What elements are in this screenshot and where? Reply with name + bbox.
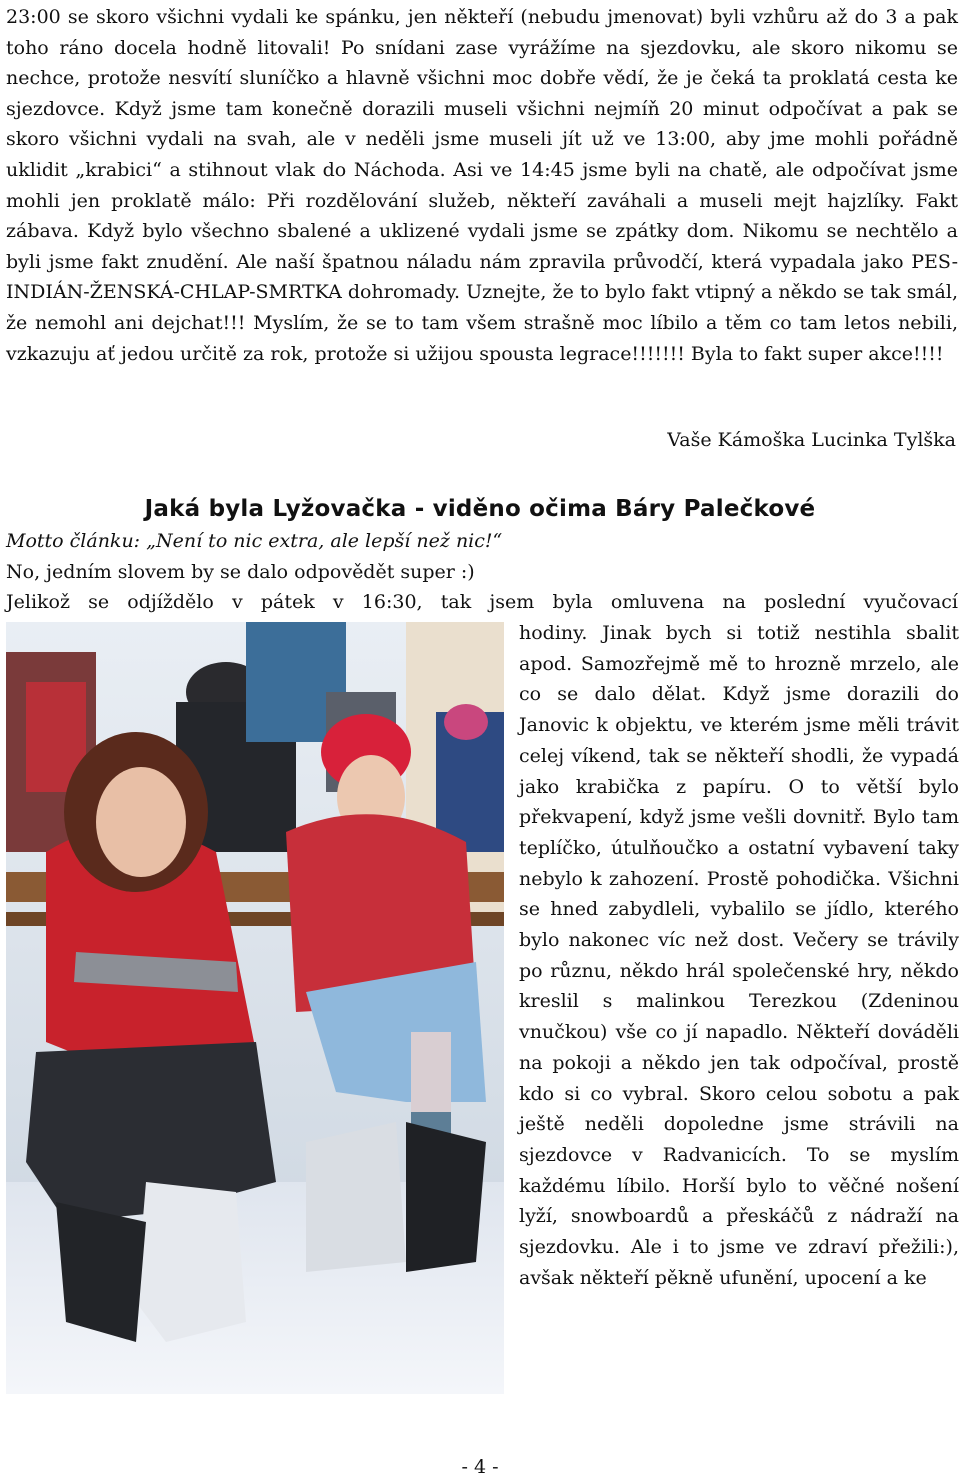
photo-two-girls-ski-boots: [6, 622, 504, 1394]
article-intro: No, jedním slovem by se dalo odpovědět super :): [6, 561, 475, 583]
page-number: - 4 -: [461, 1456, 499, 1478]
article-motto: Motto článku: „Není to nic extra, ale lepší než nic!“: [6, 530, 503, 552]
article-first-line: Jelikož se odjíždělo v pátek v 16:30, tak jsem byla omluvena na poslední vyučovací: [6, 591, 958, 613]
signature: Vaše Kámoška Lucinka Tylška: [667, 429, 956, 451]
article-body: 23:00 se skoro všichni vydali ke spánku, jen někteří (nebudu jmenovat) byli vzhůru až do 3 a pak toho ráno docela hodně litovali! Po snídani zase vyrážíme na sjezdovku, ale skoro nikomu se nechce, protože nesvítí sluníčko a hlavně všichni moc dobře vědí, že je čeká ta proklatá cesta ke sjezdovce. Když jsme tam konečně dorazili museli všichni nejmíň 20 minut odpočívat a pak se skoro všichni vydali na svah, ale v neděli jsme museli jít už ve 13:00, aby jme mohli pořádně uklidit „krabici“ a stihnout vlak do Náchoda. Asi ve 14:45 jsme byli na chatě, ale odpočívat jsme mohli jen proklatě málo: Při rozdělování služeb, někteří zaváhali a museli mejt hajzlíky. Fakt zábava. Když bylo všechno sbalené a uklizené vydali jsme se zpátky dom. Nikomu se nechtělo a byli jsme fakt znudění. Ale naší špatnou náladu nám zpravila průvodčí, která vypadala jako PES-INDIÁN-ŽENSKÁ-CHLAP-SMRTKA dohromady. Uznejte, že to bylo fakt vtipný a někdo se tak smál, že nemohl ani dejchat!!! Myslím, že se to tam všem strašně moc líbilo a těm co tam letos nebili, vzkazuju ať jedou určitě za rok, protože si užijou spousta legrace!!!!!!! Byla to fakt super akce!!!!: [6, 6, 958, 365]
article-title: Jaká byla Lyžovačka - viděno očima Báry Palečkové: [144, 496, 816, 522]
article-column-text: hodiny. Jinak bych si totiž nestihla sbalit apod. Samozřejmě mě to hrozně mrzelo, ale co se dalo dělat. Když jsme dorazili do Janovic k objektu, ve kterém jsme měli trávit celej víkend, tak se někteří shodli, že vypadá jako krabička z papíru. O to větší bylo překvapení, když jsme vešli dovnitř. Bylo tam teplíčko, útulňoučko a ostatní vybavení taky nebylo k zahození. Prostě pohodička. Všichni se hned zabydleli, vybalilo se jídlo, kterého bylo nakonec víc než dost. Večery se trávily po různu, někdo hrál společenské hry, někdo kreslil s malinkou Terezkou (Zdeninou vnučkou) vše co jí napadlo. Někteří dováděli na pokoji a někdo jen tak odpočíval, prostě kdo si co vybral. Skoro celou sobotu a pak ještě neděli dopoledne jsme strávili na sjezdovce v Radvanicích. To se myslím každému líbilo. Horší bylo to věčné nošení lyží, snowboardů a přeskáčů z nádraží na sjezdovku. Ale i to jsme ve zdraví přežili:), avšak někteří pěkně ufunění, upocení a ke: [519, 622, 959, 1289]
